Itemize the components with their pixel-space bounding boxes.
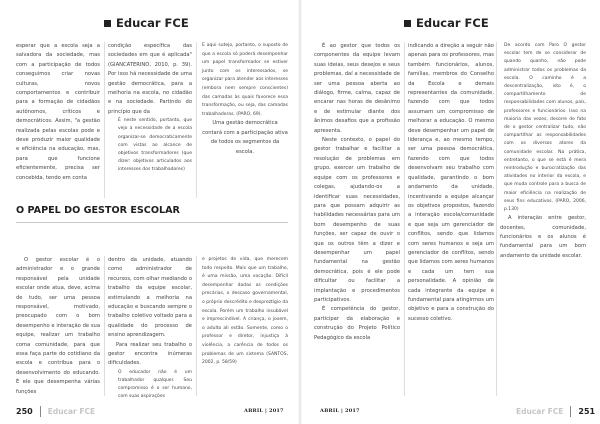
block-quote: De acordo com Paro O gestor escolar tem de se considerar de quando quanho, não pode administrar todos os problemas da escola. O caminho é a descentralização, isto é, o compartilhamento de responsabilidades com alunos, pais, professores e funcionários. Isso na maioria das vezes, desorre de fato de o gestor centralizar tudo, não compartilhar as responsabilidades com os diversos atores da comunidade escolar. Na prática, entretanto, o que se está é mera reintrodução e burocratização das atividades no interior da escola, e que muda controle para a busca de maior eficiência na realização de seus fins educativos. (PARO, 2006, p.130) <box>504 43 586 213</box>
block-quote: e projetos de vida, que merecem todo respeito. Mais que um trabalho, é uma missão, uma vocação. Difícil desempenhar dadas as condições precárias, o descaso governamental, o próprio descrédito e despreztígio da escola. Porém um trabalho insubável e imprescindível. A criança, o jovem, o adulto ali estão. Somente, como o professor e diretor, injustiça à violência, a carência de todos os problemas de um sistema (SANTOS, 2002, p. 58/59) <box>202 257 288 366</box>
page-number: 251 <box>578 406 596 416</box>
paragraph: A interação entre gestor, docentes, comunidade, funcionários e os alunos é fundamental para um bom andamento da unidade escolar. <box>500 215 586 259</box>
magazine-title: Educar FCE <box>416 16 489 30</box>
paragraph: indicando a direção a seguir não apenas para os professores, mas também funcionários, alunos, famílias, membros do Conselho da Escola e demais representantes da comunidade, fazendo com que todos assumam um compromisso de melhorar a educação. O mesmo deve desempenhar um papel de liderança e, ao mesmo tempo, ser uma pessoa democrática, fazendo com que todos desenvolvam seu trabalho com qualidade, garantindo o bom andamento da unidade, incentivando a equipe alcançar os objetivos propostos, fazendo a interação escola/comunidade e que seja um gerenciador de conflitos, sendo que lidamos com seres humanos e seja um gerenciador de conflitos, sendo que lidamos com seres humanos e cada um tem sua personalidade. A opinião de cada integrante da equipe é fundamental para atingirmos um objetivo e para a construção do sucesso coletivo. <box>408 43 494 322</box>
text-column-1-top <box>16 42 100 200</box>
paragraph: Uma gestão democrática contará com a participação ativa de todos os segmentos da escola. <box>202 120 288 155</box>
footer-magazine-name: Educar FCE <box>47 406 96 416</box>
section-divider <box>16 222 288 223</box>
magazine-title: Educar FCE <box>116 16 189 30</box>
page-number: 250 <box>16 406 33 416</box>
block-quote: É neste sentido, portanto, que vejo a necessidade de a escola organizar-se democraticamente com vistas ao alcance de objetivos transformadores (que dizer: objetivos articulados aos interesses dos trabalhadores) <box>118 118 192 173</box>
text-column-1-bottom <box>16 256 100 398</box>
paragraph: Para realizar seu trabalho o gestor encontra inúmeras dificuldades. <box>108 341 192 367</box>
text-column-2-bottom <box>108 256 192 398</box>
column-divider <box>196 42 197 198</box>
paragraph: Neste contexto, o papel do gestor trabalhar e facilitar a resolução de problemas em grupo, exercer um trabalho de equipe com os professores e colegas, ajudando-os a identificar suas necessidades, para que possam adquirir as habilidades necessárias para um bom desempenho de suas funções, ser capaz de ouvir o que os outros têm a dizer e desempenhar um papel fundamental na gestão democrática, pois é ele pode dificultar ou facilitar a implantação e procedimentos participativos. <box>314 137 400 303</box>
column-divider <box>196 256 197 396</box>
text-column-3-bottom <box>202 256 288 398</box>
right-page <box>300 0 600 424</box>
text-column-1 <box>314 42 400 400</box>
paragraph: É competência do gestor, participar da elaboração e construção do Projeto Político Pedagógico da escola <box>314 306 400 341</box>
square-bullet-icon <box>104 20 111 27</box>
text-column-3 <box>500 42 586 400</box>
paragraph: É ao gestor que todos os componentes da equipe levam suas ideias, seus desejos e seus problemas, daí a necessidade de ser uma pessoa aberta ao diálogo, firme, calma, capaz de encarar nas horas de desânimo e de estimular diante dos ânimos desafios que a profissão apresenta. <box>314 43 400 134</box>
block-quote: O educador não é um trabalhador qualquer. Seu compromisso é o ser humano, com suas aspirações <box>118 369 192 398</box>
block-quote: E aqui sutejo, portanto, o suposto de que a escola só poderá desempenhar um papel transformador se estiver junto com os interessados, se organizar para atender aos interesses (embora nem sempre conscientes) das camadas às quais favorece essa transformação, ou seja, das camadas trabalhadoras. (PARO, 69). <box>202 43 288 117</box>
column-divider <box>104 256 105 396</box>
footer-divider <box>570 406 571 417</box>
issue-date: ABRIL | 2017 <box>244 408 284 414</box>
page-header <box>104 12 189 34</box>
page-footer <box>516 404 595 418</box>
footer-magazine-name: Educar FCE <box>516 406 564 416</box>
paragraph: condição específica das sociedades em que é aplicada" (GIANCATERINO, 2010, p. 39). Por isso há necessidade de uma gestão democrática, para a melhoria na escola, no cidadão e na sociedade. Partindo do princípio que da <box>108 43 192 115</box>
text-column-2-top <box>108 42 192 200</box>
page-header <box>404 12 489 34</box>
text-column-2 <box>408 42 494 400</box>
column-divider <box>104 42 105 198</box>
section-heading: O PAPEL DO GESTOR ESCOLAR <box>16 205 180 216</box>
text-column-3-top <box>202 42 288 200</box>
column-divider <box>496 42 497 396</box>
column-divider <box>404 42 405 396</box>
paragraph: O gestor escolar é o administrador e o grande responsável pela unidade escolar onde atua, deve, acima de tudo, ser uma pessoa responsável, motivado, preocupado com o bom desempenho e interação de sua equipe, realizar um trabalho coma comunidade, para que essa faça parte do cotidiano da escola e contribua para o desenvolvimento do educando. É ele que desempenha várias funções <box>16 257 100 395</box>
page-footer-date <box>244 404 284 418</box>
paragraph: dentro da unidade, atuando como administrador de recursos, com olhar mediando o trabalho da equipe escolar, estimulando a melhoria na educação e buscando sempre o trabalho coletivo voltado para a qualidade do processo de ensino aprendizagem. <box>108 257 192 339</box>
page-footer <box>16 404 95 418</box>
issue-date: ABRIL | 2017 <box>320 408 360 414</box>
square-bullet-icon <box>404 20 411 27</box>
page-footer-date <box>320 404 360 418</box>
paragraph: esperar que a escola seja a salvadora da sociedade, mas com a participação de todos conseguimos criar novas culturas, novos comportamentos e contribuir para a formação de cidadãos autônomos, críticos e democráticos. Assim, "a gestão realizada pelas escolas pode e deve produzir maior qualidade e eficiência na educação, mas, para que funcione eficientemente, precisa ser concebida, tendo em conta <box>16 43 100 181</box>
footer-divider <box>40 406 41 417</box>
